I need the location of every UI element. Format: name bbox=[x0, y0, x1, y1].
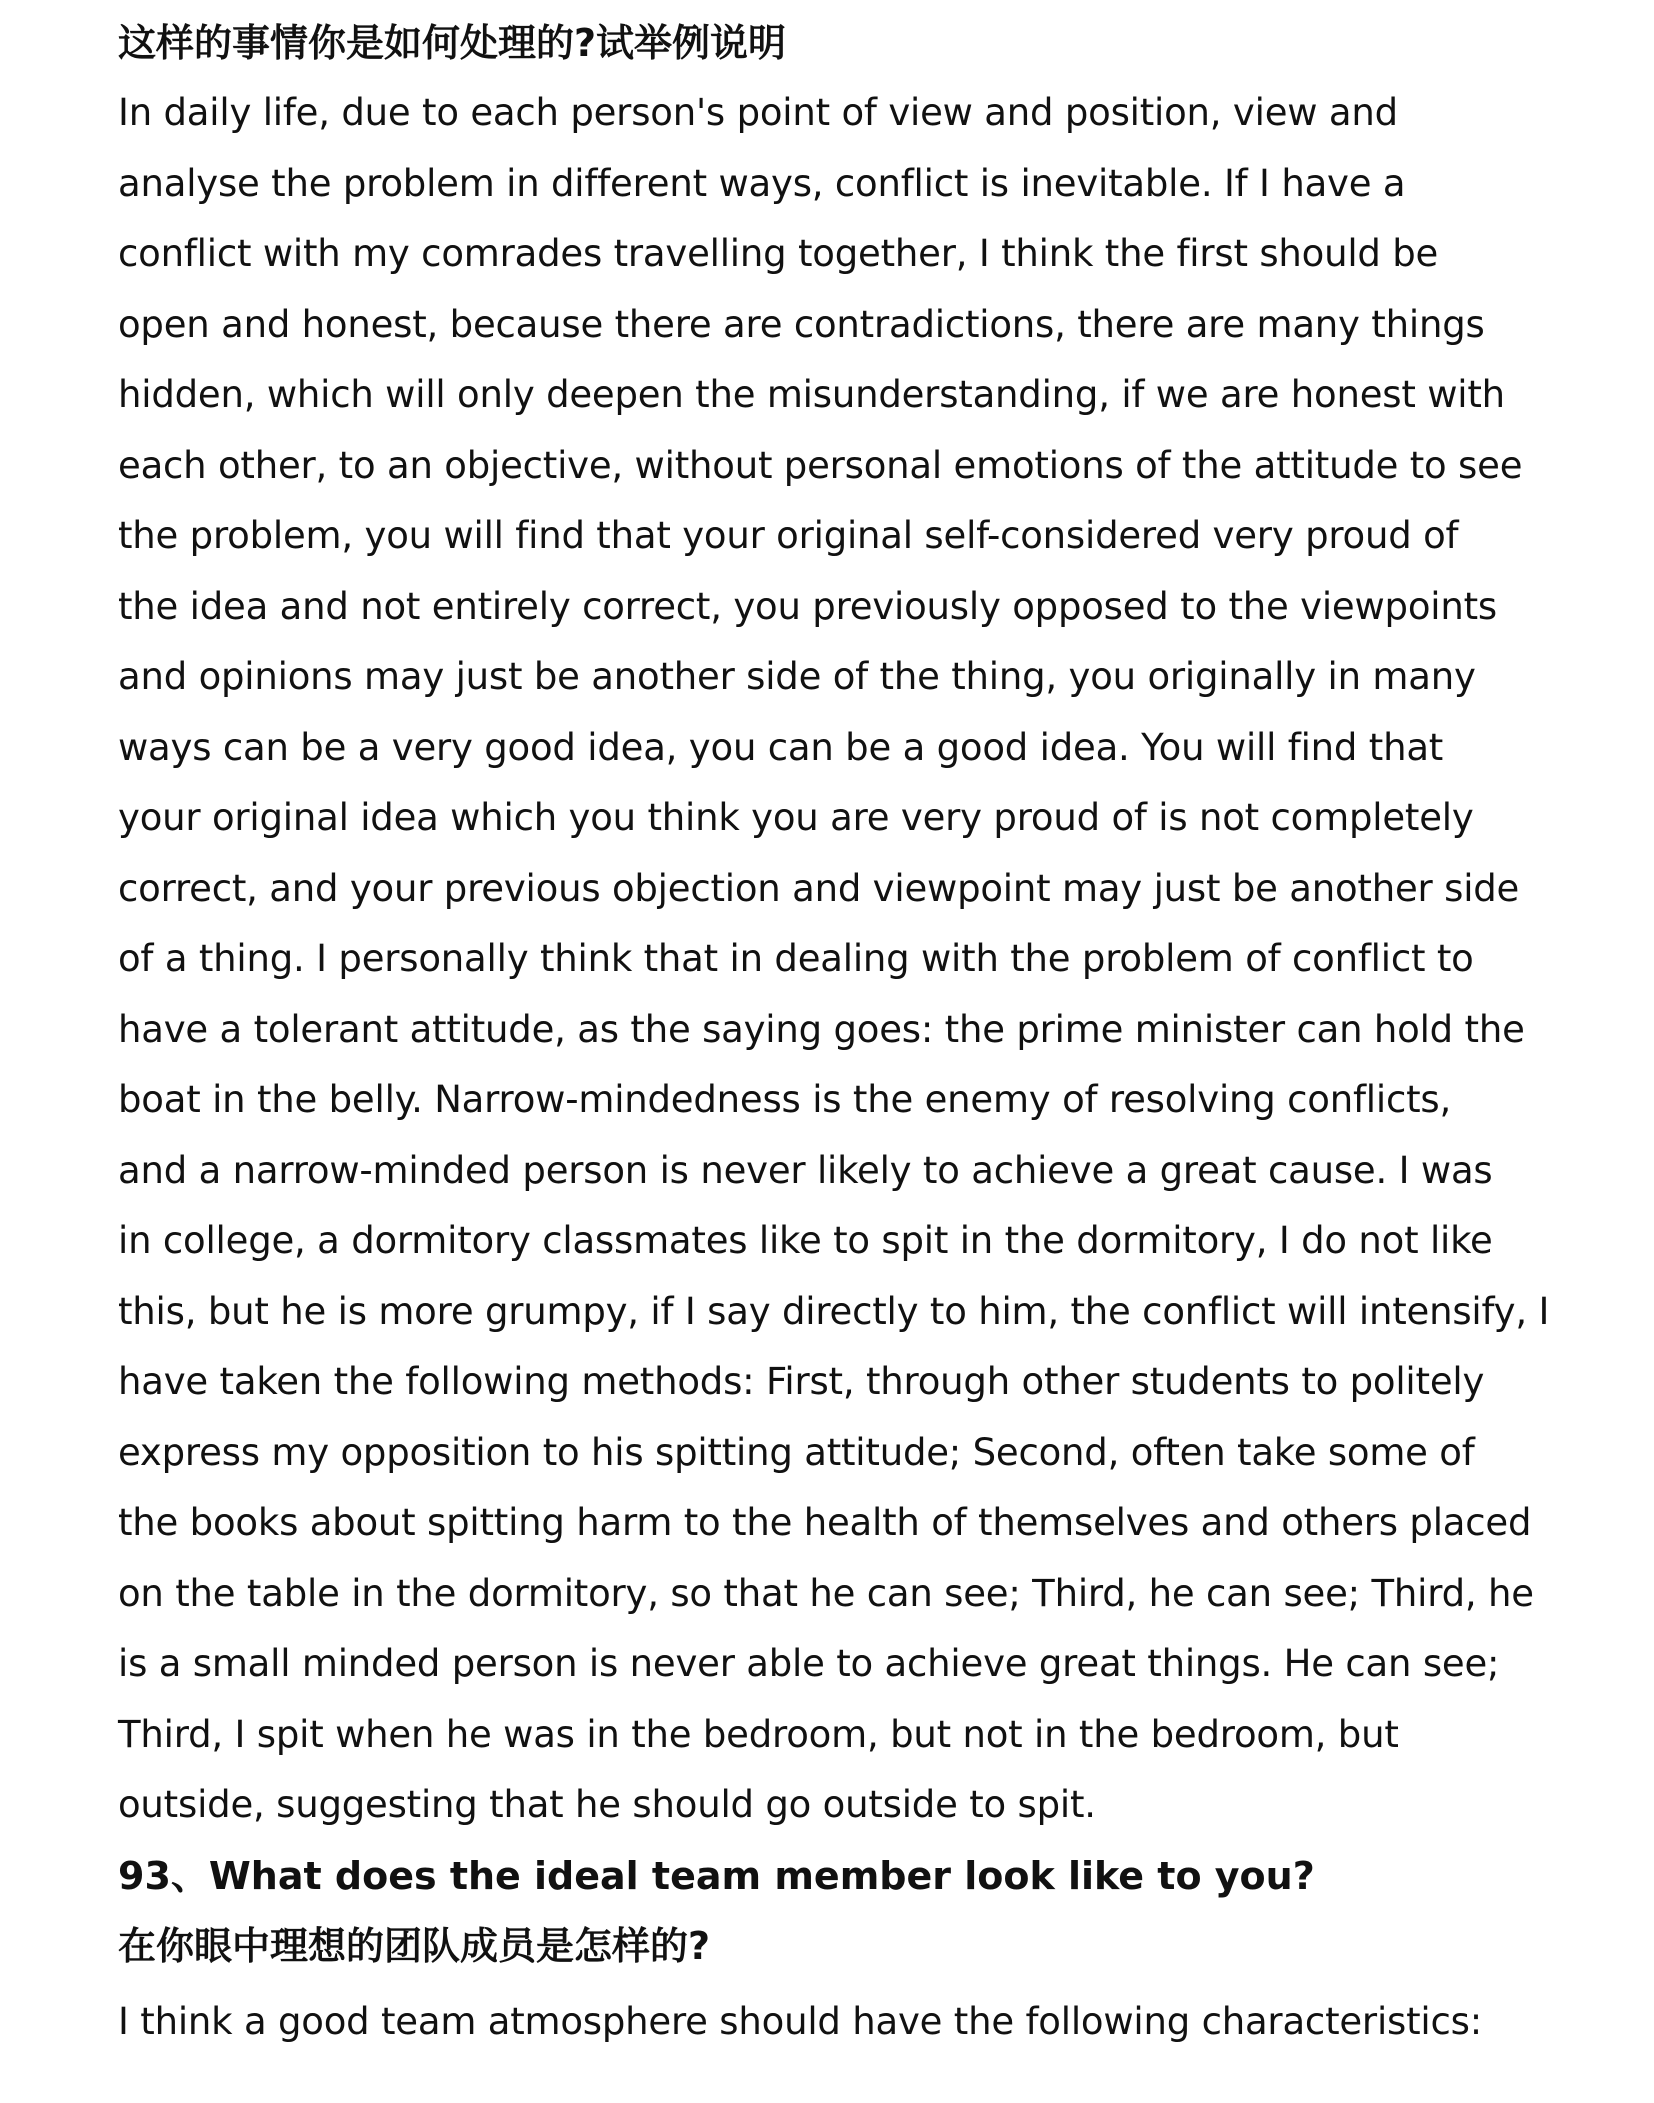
question-93-english-heading: 93、What does the ideal team member look like to you? bbox=[118, 1853, 1315, 1898]
answer-line: conflict with my comrades travelling together, I think the first should be bbox=[118, 232, 1439, 275]
answer-line: and a narrow-minded person is never likely to achieve a great cause. I was bbox=[118, 1148, 1493, 1192]
answer-line: I think a good team atmosphere should have the following characteristics: bbox=[118, 1999, 1482, 2043]
answer-line: express my opposition to his spitting attitude; Second, often take some of bbox=[118, 1430, 1475, 1474]
answer-line: the problem, you will find that your original self-considered very proud of bbox=[118, 514, 1459, 557]
previous-question-chinese-heading: 这样的事情你是如何处理的?试举例说明 bbox=[118, 21, 787, 65]
answer-line: boat in the belly. Narrow-mindedness is the enemy of resolving conflicts, bbox=[118, 1078, 1452, 1121]
answer-line: open and honest, because there are contradictions, there are many things bbox=[118, 302, 1485, 346]
answer-line: hidden, which will only deepen the misunderstanding, if we are honest with bbox=[118, 373, 1505, 416]
answer-line: on the table in the dormitory, so that he can see; Third, he can see; Third, he bbox=[118, 1571, 1534, 1615]
answer-line: correct, and your previous objection and viewpoint may just be another side bbox=[118, 866, 1520, 910]
answer-line: in college, a dormitory classmates like to spit in the dormitory, I do not like bbox=[118, 1219, 1493, 1262]
answer-line: ways can be a very good idea, you can be a good idea. You will find that bbox=[118, 725, 1444, 769]
answer-line: and opinions may just be another side of the thing, you originally in many bbox=[118, 655, 1476, 698]
answer-line: the books about spitting harm to the health of themselves and others placed bbox=[118, 1501, 1532, 1544]
answer-line: of a thing. I personally think that in dealing with the problem of conflict to bbox=[118, 937, 1474, 980]
answer-line: the idea and not entirely correct, you previously opposed to the viewpoints bbox=[118, 584, 1497, 628]
question-93-answer-paragraph bbox=[118, 1987, 1538, 2058]
answer-line: this, but he is more grumpy, if I say directly to him, the conflict will intensify, I bbox=[118, 1289, 1550, 1333]
answer-line: analyse the problem in different ways, conflict is inevitable. If I have a bbox=[118, 161, 1406, 205]
answer-line: Third, I spit when he was in the bedroom, but not in the bedroom, but bbox=[118, 1712, 1399, 1756]
answer-line: each other, to an objective, without personal emotions of the attitude to see bbox=[118, 443, 1523, 487]
answer-line: have taken the following methods: First, through other students to politely bbox=[118, 1360, 1485, 1403]
answer-line: have a tolerant attitude, as the saying goes: the prime minister can hold the bbox=[118, 1007, 1525, 1051]
document-page bbox=[118, 8, 1550, 2057]
answer-line: In daily life, due to each person's point of view and position, view and bbox=[118, 91, 1398, 134]
conflict-answer-paragraph bbox=[118, 78, 1550, 1841]
answer-line: outside, suggesting that he should go outside to spit. bbox=[118, 1783, 1096, 1826]
answer-line: your original idea which you think you are very proud of is not completely bbox=[118, 796, 1474, 839]
question-93-chinese-heading: 在你眼中理想的团队成员是怎样的? bbox=[118, 1923, 711, 1968]
answer-line: is a small minded person is never able to achieve great things. He can see; bbox=[118, 1642, 1500, 1685]
